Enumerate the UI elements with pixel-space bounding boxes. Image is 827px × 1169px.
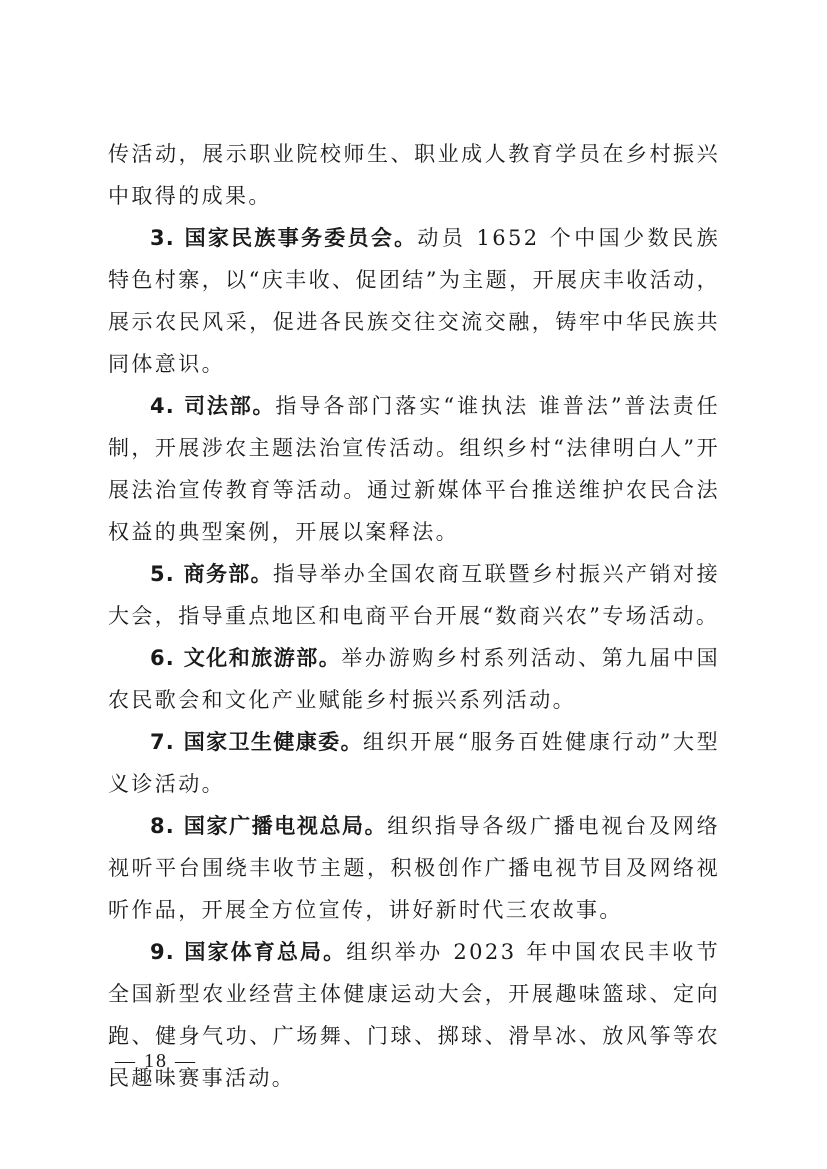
paragraph-text: 组织举办 2023 年中国农民丰收节全国新型农业经营主体健康运动大会，开展趣味篮球、定向跑、健身气功、广场舞、门球、掷球、滑旱冰、放风筝等农民趣味赛事活动。 — [108, 940, 721, 1090]
paragraph-item-4 — [108, 385, 720, 553]
paragraph-item-8 — [108, 805, 720, 931]
paragraph-heading: 3. 国家民族事务委员会。 — [150, 226, 418, 250]
paragraph-text: 指导举办全国农商互联暨乡村振兴产销对接大会，指导重点地区和电商平台开展“数商兴农”专场活动。 — [108, 562, 720, 628]
page-number: — 18 — — [115, 1050, 197, 1072]
paragraph-item-6 — [108, 637, 720, 721]
document-body — [108, 133, 720, 1099]
paragraph-continuation — [108, 133, 720, 217]
paragraph-item-5 — [108, 553, 720, 637]
paragraph-text: 举办游购乡村系列活动、第九届中国农民歌会和文化产业赋能乡村振兴系列活动。 — [108, 646, 720, 712]
paragraph-text: 传活动，展示职业院校师生、职业成人教育学员在乡村振兴中取得的成果。 — [108, 142, 720, 208]
paragraph-text: 指导各部门落实“谁执法 谁普法”普法责任制，开展涉农主题法治宣传活动。组织乡村“法律明白人”开展法治宣传教育等活动。通过新媒体平台推送维护农民合法权益的典型案例，开展以案释法。 — [108, 394, 720, 544]
paragraph-heading: 8. 国家广播电视总局。 — [150, 814, 388, 838]
paragraph-heading: 4. 司法部。 — [150, 394, 276, 418]
paragraph-text: 组织开展“服务百姓健康行动”大型义诊活动。 — [108, 730, 720, 796]
paragraph-text: 动员 1652 个中国少数民族特色村寨，以“庆丰收、促团结”为主题，开展庆丰收活动，展示农民风采，促进各民族交往交流交融，铸牢中华民族共同体意识。 — [108, 226, 721, 376]
paragraph-item-7 — [108, 721, 720, 805]
paragraph-item-3 — [108, 217, 720, 385]
paragraph-heading: 7. 国家卫生健康委。 — [150, 730, 363, 754]
paragraph-heading: 6. 文化和旅游部。 — [150, 646, 342, 670]
paragraph-heading: 9. 国家体育总局。 — [150, 940, 347, 964]
paragraph-heading: 5. 商务部。 — [150, 562, 273, 586]
paragraph-item-9 — [108, 931, 720, 1099]
paragraph-text: 组织指导各级广播电视台及网络视听平台围绕丰收节主题，积极创作广播电视节目及网络视听作品，开展全方位宣传，讲好新时代三农故事。 — [108, 814, 720, 922]
